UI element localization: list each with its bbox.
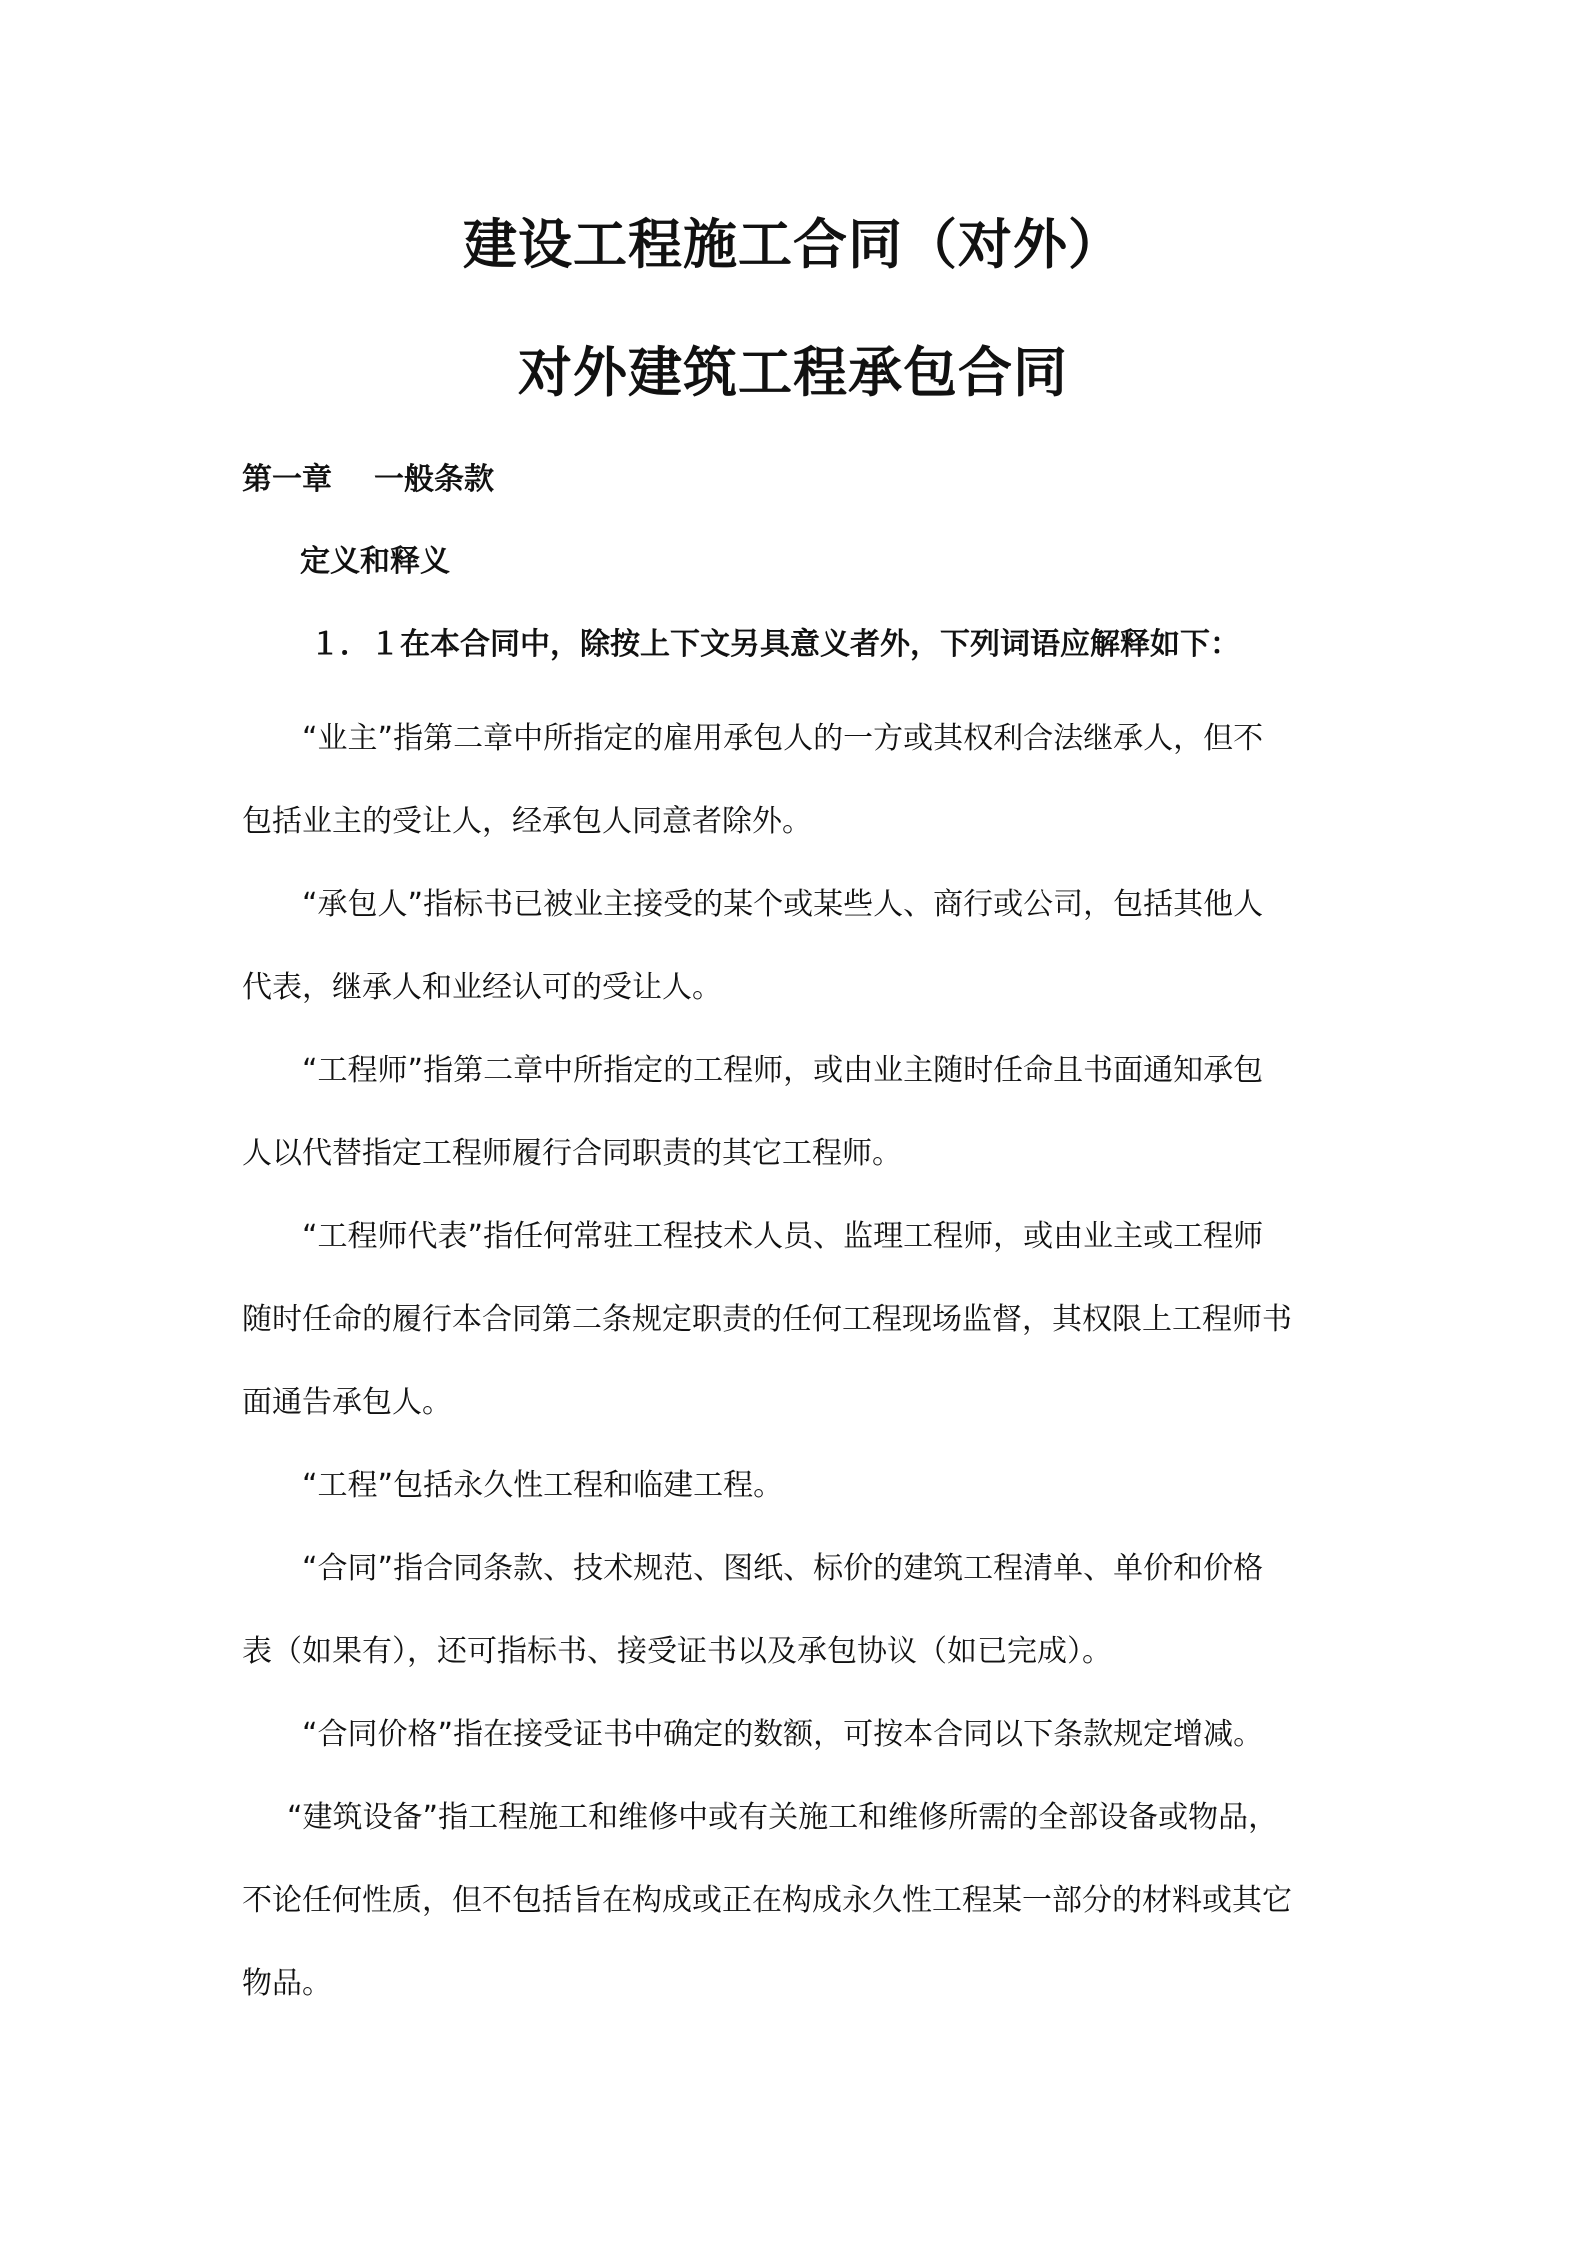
chapter-heading <box>242 460 494 500</box>
section-heading: 定义和释义 <box>300 544 450 579</box>
paragraph-line: “业主”指第二章中所指定的雇用承包人的一方或其权利合法继承人，但不 <box>302 721 1264 756</box>
chapter-title: 一般条款 <box>374 462 494 497</box>
paragraph-line: “合同”指合同条款、技术规范、图纸、标价的建筑工程清单、单价和价格 <box>302 1551 1264 1586</box>
paragraph-line: 面通告承包人。 <box>242 1385 452 1420</box>
definition-engineer <box>242 1029 1352 1195</box>
paragraph-line: “工程师”指第二章中所指定的工程师，或由业主随时任命且书面通知承包 <box>302 1053 1264 1088</box>
document-subtitle: 对外建筑工程承包合同 <box>518 341 1068 404</box>
definition-owner <box>242 697 1352 863</box>
document-title: 建设工程施工合同（对外） <box>463 213 1123 276</box>
paragraph-line: “工程师代表”指任何常驻工程技术人员、监理工程师，或由业主或工程师 <box>302 1219 1264 1254</box>
paragraph-line: 人以代替指定工程师履行合同职责的其它工程师。 <box>242 1136 902 1171</box>
paragraph-line: 不论任何性质，但不包括旨在构成或正在构成永久性工程某一部分的材料或其它 <box>242 1883 1292 1918</box>
definition-works <box>242 1444 1352 1527</box>
definition-contract <box>242 1527 1352 1693</box>
paragraph-line: 随时任命的履行本合同第二条规定职责的任何工程现场监督，其权限上工程师书 <box>242 1302 1292 1337</box>
clause-intro: １．１在本合同中，除按上下文另具意义者外，下列词语应解释如下： <box>310 627 1240 662</box>
chapter-number: 第一章 <box>242 462 332 497</box>
paragraph-line: “建筑设备”指工程施工和维修中或有关施工和维修所需的全部设备或物品， <box>287 1800 1279 1835</box>
definition-contract-price <box>242 1693 1352 1776</box>
definitions-body <box>242 697 1352 2025</box>
definition-construction-equipment <box>242 1776 1352 2025</box>
paragraph-line: 物品。 <box>242 1966 332 2001</box>
paragraph-line: “合同价格”指在接受证书中确定的数额，可按本合同以下条款规定增减。 <box>302 1717 1264 1752</box>
definition-contractor <box>242 863 1352 1029</box>
paragraph-line: 代表，继承人和业经认可的受让人。 <box>242 970 722 1005</box>
paragraph-line: “工程”包括永久性工程和临建工程。 <box>302 1468 784 1503</box>
definition-engineer-representative <box>242 1195 1352 1444</box>
paragraph-line: “承包人”指标书已被业主接受的某个或某些人、商行或公司，包括其他人 <box>302 887 1264 922</box>
paragraph-line: 包括业主的受让人，经承包人同意者除外。 <box>242 804 812 839</box>
paragraph-line: 表（如果有），还可指标书、接受证书以及承包协议（如已完成）。 <box>242 1634 1112 1669</box>
